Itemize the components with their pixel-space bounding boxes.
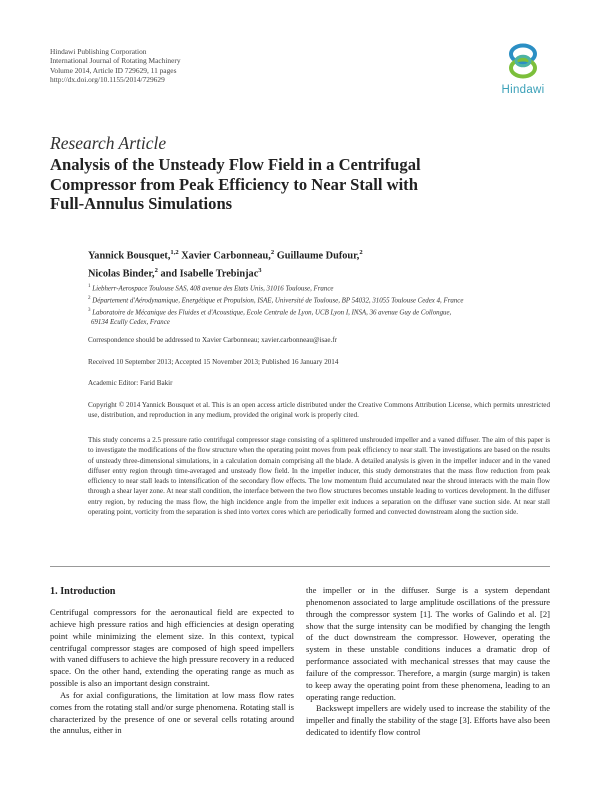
title-line: Compressor from Peak Efficiency to Near Stall with	[50, 174, 418, 194]
left-column	[50, 585, 294, 737]
academic-editor: Academic Editor: Farid Bakir	[88, 379, 173, 387]
affiliation-text: Liebherr-Aerospace Toulouse SAS, 408 avenue des Etats Unis, 31016 Toulouse, France	[92, 285, 334, 293]
author-name: Xavier Carbonneau,	[181, 250, 271, 262]
journal-name: International Journal of Rotating Machinery	[50, 56, 181, 66]
affiliation-text: Département d'Aérodynamique, Energétique et Propulsion, ISAE, Université de Toulouse, BP 54032, 31055 Toulouse Cedex 4, France	[92, 297, 464, 305]
body-paragraph: Backswept impellers are widely used to increase the stability of the impeller and finally the stability of the stage [3]. Efforts have also been dedicated to identify flow control	[306, 703, 550, 738]
title-line: Analysis of the Unsteady Flow Field in a Centrifugal	[50, 155, 421, 174]
body-paragraph: Centrifugal compressors for the aeronautical field are expected to achieve high pressure ratios and high efficiencies at design operating point while minimizing the element size. In this context, typical centrifugal compressor stages are composed of high speed impellers with vaned diffusers to achieve the high pressure recovery in a reduced space. On the other hand, extending the operating range as much as possible is also an important design constraint.	[50, 607, 294, 689]
affiliations	[88, 282, 558, 328]
publication-dates: Received 10 September 2013; Accepted 15 November 2013; Published 16 January 2014	[88, 358, 339, 366]
doi-link[interactable]: http://dx.doi.org/10.1155/2014/729629	[50, 75, 165, 85]
body-paragraph: As for axial configurations, the limitation at low mass flow rates comes from the rotating stall and/or surge phenomena. Rotating stall is characterized by the presence of one or several cells rotating around the annulus, either in	[50, 689, 294, 736]
author-name: Guillaume Dufour,	[276, 250, 360, 262]
article-type: Research Article	[50, 133, 167, 153]
affiliation-mark: 3	[88, 308, 91, 313]
author-name: Yannick Bousquet,	[88, 250, 171, 262]
affiliation-item	[88, 294, 558, 306]
affiliation-item	[88, 306, 558, 318]
affiliation-mark: 1	[88, 284, 91, 289]
body-paragraph: the impeller or in the diffuser. Surge is a system dependant phenomenon associated to large amplitude oscillations of the pressure through the compressor system [1]. The works of Galindo et al. [2] show that the surge intensity can be modified by changing the length of the duct downstream the compressor. However, operating the system in these unstable conditions induces a dramatic drop of performance associated with mechanical stresses that may cause the failure of the compressor. Therefore, a margin (surge margin) is taken to keep away the operating point from these phenomena, leading to an operating range reduction.	[306, 585, 550, 702]
logo-wordmark: Hindawi	[501, 84, 545, 96]
author-affil-mark: 3	[258, 267, 262, 275]
author-list	[88, 246, 548, 282]
correspondence: Correspondence should be addressed to Xavier Carbonneau; xavier.carbonneau@isae.fr	[88, 336, 338, 344]
volume-info: Volume 2014, Article ID 729629, 11 pages	[50, 65, 177, 75]
paper-title	[50, 155, 520, 214]
journal-info	[50, 47, 181, 85]
title-line: Full-Annulus Simulations	[50, 194, 233, 213]
author-name: and Isabelle Trebinjac	[160, 268, 259, 280]
author-name: Nicolas Binder,	[88, 268, 155, 280]
affiliation-text: Laboratoire de Mécanique des Fluides et d'Acoustique, Ecole Centrale de Lyon, UCB Lyon I, INSA, 36 avenue Guy de Collongue,	[92, 309, 452, 317]
hindawi-rings-icon	[501, 42, 545, 82]
section-heading: 1. Introduction	[50, 586, 116, 597]
author-affil-mark: 2	[359, 249, 363, 256]
author-affil-mark: 2	[270, 249, 275, 256]
section-divider	[50, 566, 550, 567]
author-affil-mark: 1,2	[170, 249, 179, 256]
hindawi-logo	[491, 42, 555, 112]
affiliation-continuation: 69134 Ecully Cedex, France	[91, 319, 170, 326]
publisher: Hindawi Publishing Corporation	[50, 47, 147, 56]
abstract: This study concerns a 2.5 pressure ratio centrifugal compressor stage consisting of a splittered unshrouded impeller and a vaned diffuser. The aim of this paper is to investigate the modifications of the flow structure when the operating point moves from peak efficiency to near stall. The investigations are based on the results of unsteady three-dimensional simulations, in a calculation domain comprising all the blade. A detailed analysis is given in the impeller inducer and in the vaned diffuser entry region through time-averaged and unsteady flow field. In the impeller inducer, this study demonstrates that the mass flow reduction from peak efficiency to near stall leads to intensification of the secondary flow effects. The low momentum fluid accumulated near the shroud interacts with the main flow through a shear layer zone. At near stall condition, the interface between the two flow structures becomes unstable leading to vortices development. In the diffuser entry region, by reducing the mass flow, the high incidence angle from the impeller exit induces a separation on the diffuser vane suction side. At near stall operating point, vorticity from the separation is shed into vortex cores which are periodically formed and convected downstream along the suction side.	[88, 436, 550, 517]
affiliation-item	[88, 282, 558, 294]
right-column	[306, 585, 550, 739]
affiliation-mark: 2	[88, 296, 91, 301]
copyright-notice: Copyright © 2014 Yannick Bousquet et al. This is an open access article distributed under the Creative Commons Attribution License, which permits unrestricted use, distribution, and reproduction in any medium, provided the original work is properly cited.	[88, 401, 550, 420]
author-line	[88, 246, 548, 264]
author-affil-mark: 2	[154, 267, 158, 275]
author-line	[88, 264, 548, 282]
